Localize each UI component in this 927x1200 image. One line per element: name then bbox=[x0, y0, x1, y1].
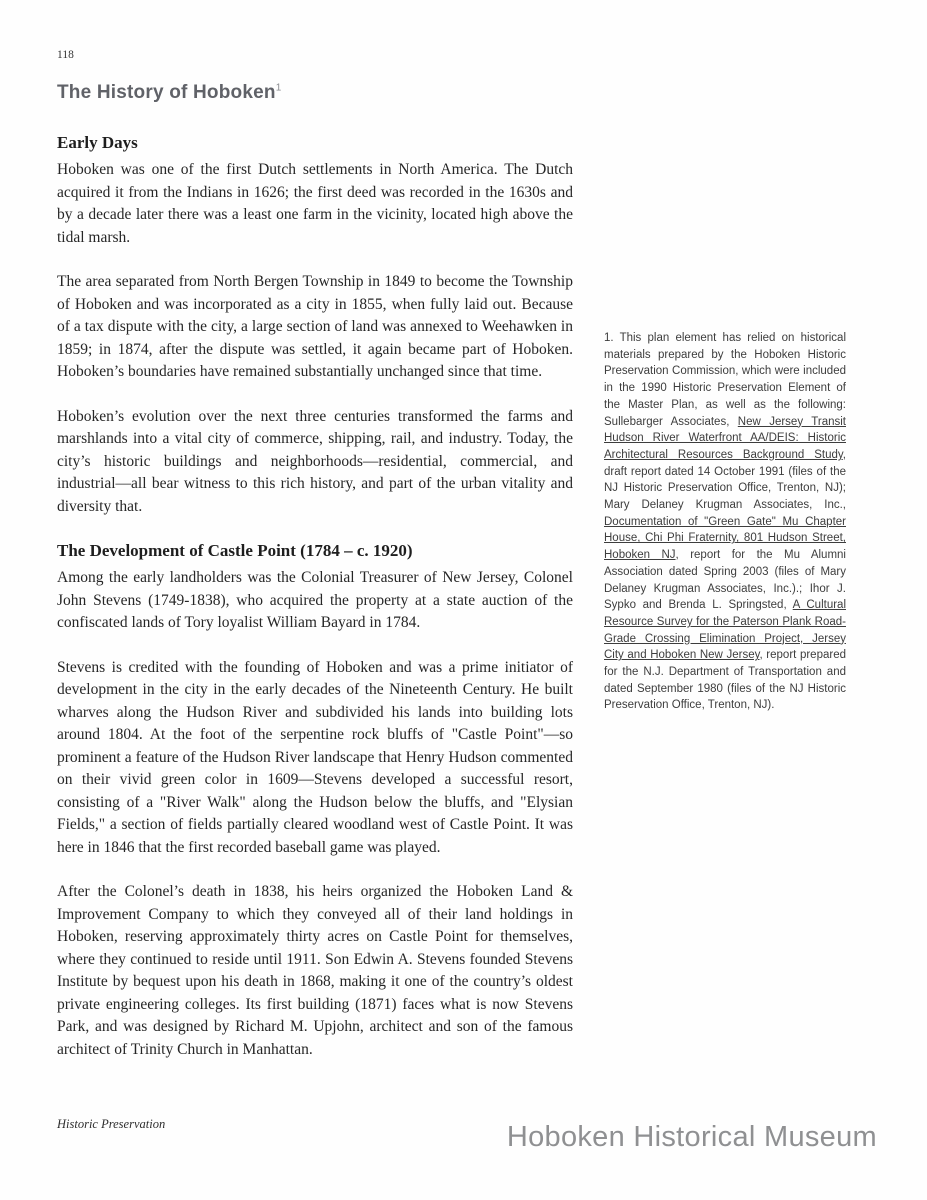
footnote-text: 1. This plan element has relied on historical materials prepared by the Hoboken Historic Preservation Commission, which were included in the 1990 Historic Preservation Element of the Master Plan, as well as the following: Sullebarger Associates, bbox=[604, 332, 846, 428]
citation-title: A Cultural Resource Survey for the Paterson Plank Road-Grade Crossing Elimination Project, Jersey City and Hoboken New Jersey bbox=[604, 599, 846, 662]
section-heading-early-days: Early Days bbox=[57, 133, 138, 152]
footnote-reference-1: 1 bbox=[275, 82, 282, 94]
page-title bbox=[57, 82, 573, 104]
footer-section-label: Historic Preservation bbox=[57, 1117, 166, 1131]
citation-title: New Jersey Transit Hudson River Waterfront AA/DEIS: Historic Architectural Resources Background Study bbox=[604, 415, 846, 461]
footnote-text: , report for the Mu Alumni Association dated Spring 2003 (files of Mary Delaney Krugman Associates, Inc.).; Ihor J. Sypko and Brenda L. Springsted, bbox=[604, 549, 846, 612]
paragraph: Among the early landholders was the Colonial Treasurer of New Jersey, Colonel John Stevens (1749-1838), who acquired the property at a state auction of the confiscated lands of Tory loyalist William Bayard in 1784. bbox=[57, 569, 573, 631]
page-title-text: The History of Hoboken bbox=[57, 82, 276, 103]
paragraph: After the Colonel’s death in 1838, his heirs organized the Hoboken Land & Improvement Company to which they conveyed all of their land holdings in Hoboken, reserving approximately thirty acres on Castle Point for themselves, where they continued to reside until 1911. Son Edwin A. Stevens founded Stevens Institute by bequest upon his death in 1868, making it one of the country’s oldest private engineering colleges. Its first building (1871) faces what is now Stevens Park, and was designed by Richard M. Upjohn, architect and son of the famous architect of Trinity Church in Manhattan. bbox=[57, 883, 573, 1058]
paragraph: The area separated from North Bergen Township in 1849 to become the Township of Hoboken and was incorporated as a city in 1855, when fully laid out. Because of a tax dispute with the city, a large section of land was annexed to Weehawken in 1859; in 1874, after the dispute was settled, it again became part of Hoboken. Hoboken’s boundaries have remained substantially unchanged since that time. bbox=[57, 273, 573, 380]
page-number: 118 bbox=[57, 49, 74, 61]
footnote-1 bbox=[604, 330, 846, 714]
watermark-hoboken-historical-museum: Hoboken Historical Museum bbox=[506, 1121, 877, 1153]
citation-title: Documentation of "Green Gate" Mu Chapter House, Chi Phi Fraternity, 801 Hudson Street, Hoboken NJ bbox=[604, 515, 846, 562]
paragraph: Hoboken was one of the first Dutch settlements in North America. The Dutch acquired it from the Indians in 1626; the first deed was recorded in the 1630s and by a decade later there was a least one farm in the vicinity, located high above the tidal marsh. bbox=[57, 161, 573, 246]
section-heading-castle-point: The Development of Castle Point (1784 – c. 1920) bbox=[57, 541, 413, 560]
paragraph: Stevens is credited with the founding of Hoboken and was a prime initiator of development in the city in the early decades of the Nineteenth Century. He built wharves along the Hudson River and subdivided his lands into building lots around 1804. At the foot of the serpentine rock bluffs of "Castle Point"—so prominent a feature of the Hudson River landscape that Henry Hudson commented on their vivid green color in 1609—Stevens developed a successful resort, consisting of a "River Walk" along the Hudson below the bluffs, and "Elysian Fields," a section of fields partially cleared woodland west of Castle Point. It was here in 1846 that the first recorded baseball game was played. bbox=[57, 658, 573, 856]
article-column bbox=[57, 82, 573, 1083]
paragraph: Hoboken’s evolution over the next three centuries transformed the farms and marshlands into a vital city of commerce, shipping, rail, and industry. Today, the city’s historic buildings and neighborhoods—residential, commercial, and industrial—all bear witness to this rich history, and part of the urban vitality and diversity that. bbox=[57, 407, 573, 515]
footnote-text: , draft report dated 14 October 1991 (files of the NJ Historic Preservation Office, Trenton, NJ); Mary Delaney Krugman Associates, Inc., bbox=[604, 448, 846, 512]
footnote-text: , report prepared for the N.J. Department of Transportation and dated September 1980 (files of the NJ Historic Preservation Office, Trenton, NJ). bbox=[604, 649, 846, 712]
